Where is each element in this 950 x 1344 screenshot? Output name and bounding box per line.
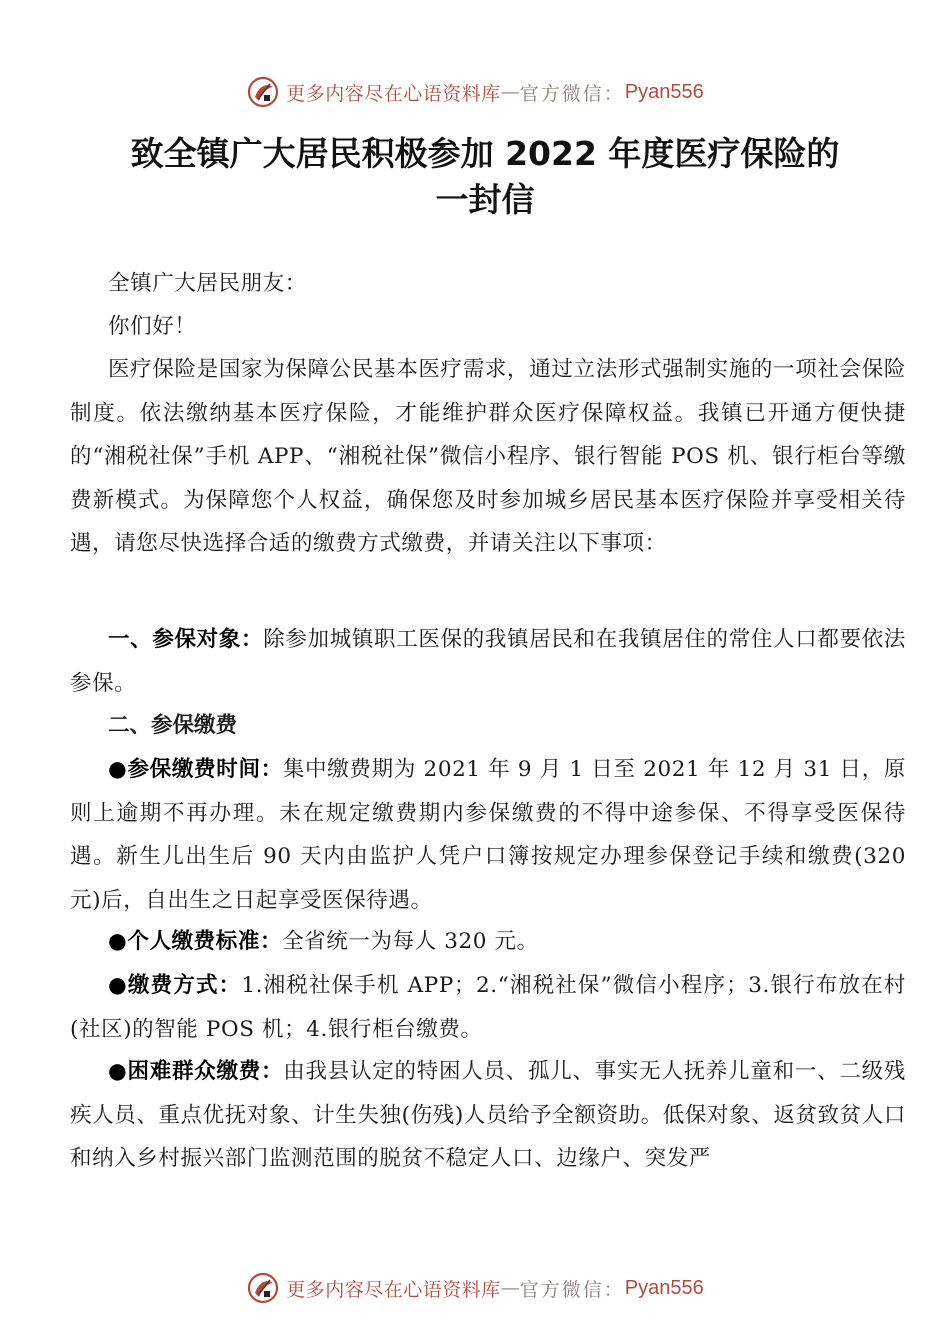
section1-paragraph: [70, 618, 906, 705]
section1-label: 一、参保对象：: [108, 627, 264, 652]
document-title-line1: 致全镇广大居民积极参加 2022 年度医疗保险的: [130, 134, 840, 173]
item-hardship-text: 由我县认定的特困人员、孤儿、事实无人抚养儿童和一、二级残疾人员、重点优抚对象、计生失独(伤残)人员给予全额资助。低保对象、返贫致贫人口和纳入乡村振兴部门监测范围的脱贫不稳定人口、边缘户、突发严: [70, 1059, 906, 1172]
banner-wechat-label: 官方微信：: [519, 82, 625, 105]
header-banner: [0, 72, 950, 112]
banner-separator: —: [500, 1277, 520, 1299]
item-hardship-paragraph: [70, 1050, 906, 1181]
salutation: 全镇广大居民朋友：: [108, 271, 307, 296]
banner-text: 更多内容尽在心语资料库: [286, 82, 501, 105]
banner-wechat-id: Pyan556: [624, 1276, 704, 1299]
section1-text: 除参加城镇职工医保的我镇居民和在我镇居住的常住人口都要依法参保。: [70, 627, 907, 696]
item-standard-paragraph: [70, 920, 906, 964]
banner-separator: —: [500, 81, 520, 103]
item-standard-label: ●个人缴费标准：: [108, 929, 283, 954]
banner-wechat-id: Pyan556: [624, 80, 704, 103]
footer-banner: [0, 1268, 950, 1308]
logo-icon: [246, 1271, 280, 1305]
intro-paragraph: 医疗保险是国家为保障公民基本医疗需求，通过立法形式强制实施的一项社会保险制度。依法缴纳基本医疗保险，才能维护群众医疗保障权益。我镇已开通方便快捷的“湘税社保”手机 APP、“湘税社保”微信小程序、银行智能 POS 机、银行柜台等缴费新模式。为保障您个人权益，确保您及时参加城乡居民基本医疗保险并享受相关待遇，请您尽快选择合适的缴费方式缴费，并请关注以下事项：: [70, 357, 906, 557]
greeting: 你们好！: [108, 314, 197, 339]
item-standard-text: 全省统一为每人 320 元。: [282, 929, 539, 954]
item-time-label: ●参保缴费时间：: [108, 757, 283, 782]
banner-wechat-label: 官方微信：: [519, 1278, 625, 1301]
item-time-paragraph: [70, 748, 906, 922]
document-title-line2: 一封信: [435, 180, 535, 219]
item-method-text: 1.湘税社保手机 APP；2.“湘税社保”微信小程序；3.银行布放在村(社区)的智能 POS 机；4.银行柜台缴费。: [70, 973, 906, 1042]
banner-text: 更多内容尽在心语资料库: [286, 1278, 501, 1301]
item-method-paragraph: [70, 964, 906, 1051]
logo-icon: [246, 75, 280, 109]
item-method-label: ●缴费方式：: [108, 973, 242, 998]
section2-heading: 二、参保缴费: [108, 713, 238, 738]
item-time-text: 集中缴费期为 2021 年 9 月 1 日至 2021 年 12 月 31 日，原则上逾期不再办理。未在规定缴费期内参保缴费的不得中途参保、不得享受医保待遇。新生儿出生后 90 天内由监护人凭户口簿按规定办理参保登记手续和缴费(320 元)后，自出生之日起享受医保待遇。: [70, 757, 906, 913]
item-hardship-label: ●困难群众缴费：: [108, 1059, 284, 1084]
